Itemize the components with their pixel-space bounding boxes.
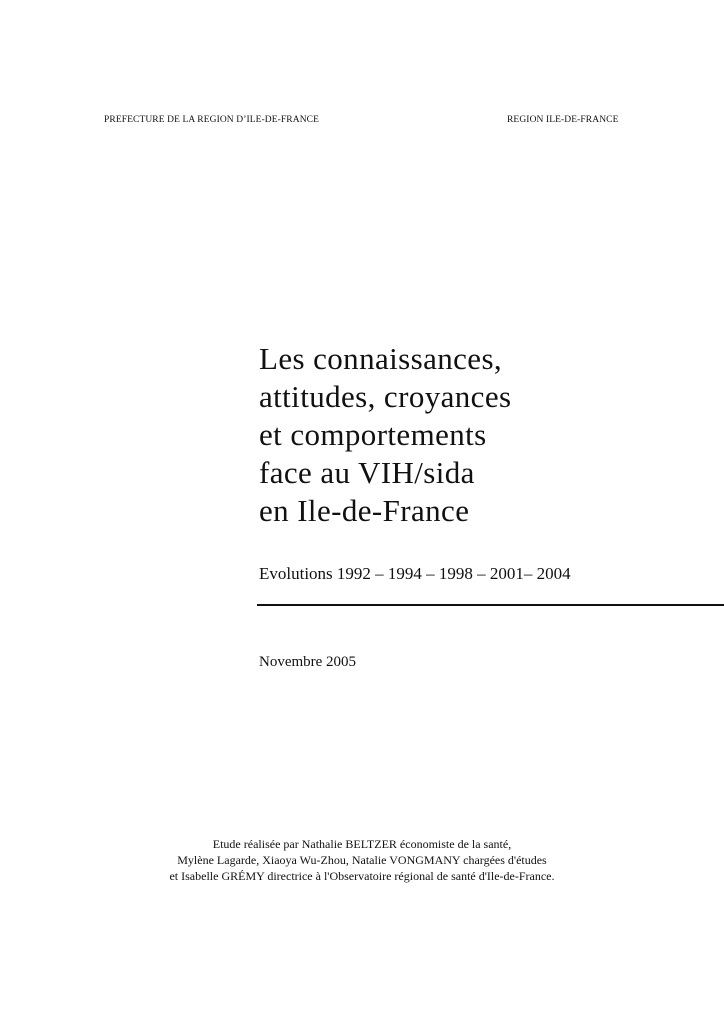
header-prefecture: PREFECTURE DE LA REGION D’ILE-DE-FRANCE	[104, 115, 320, 125]
authors-credits	[0, 836, 724, 884]
credits-line: et Isabelle GRÉMY directrice à l'Observatoire régional de santé d'Ile-de-France.	[169, 869, 555, 883]
title-line: Les connaissances,	[259, 341, 503, 376]
document-subtitle: Evolutions 1992 – 1994 – 1998 – 2001– 2004	[259, 564, 571, 583]
title-line: et comportements	[259, 417, 487, 452]
publication-date: Novembre 2005	[259, 654, 357, 670]
credits-line: Mylène Lagarde, Xiaoya Wu-Zhou, Natalie VONGMANY chargées d'études	[177, 853, 547, 867]
title-line: attitudes, croyances	[259, 379, 512, 414]
document-title	[259, 340, 699, 530]
header-region: REGION ILE-DE-FRANCE	[507, 115, 619, 125]
title-line: en Ile-de-France	[259, 493, 470, 528]
horizontal-rule	[257, 604, 724, 606]
credits-line: Etude réalisée par Nathalie BELTZER économiste de la santé,	[212, 837, 512, 851]
title-line: face au VIH/sida	[259, 455, 475, 490]
